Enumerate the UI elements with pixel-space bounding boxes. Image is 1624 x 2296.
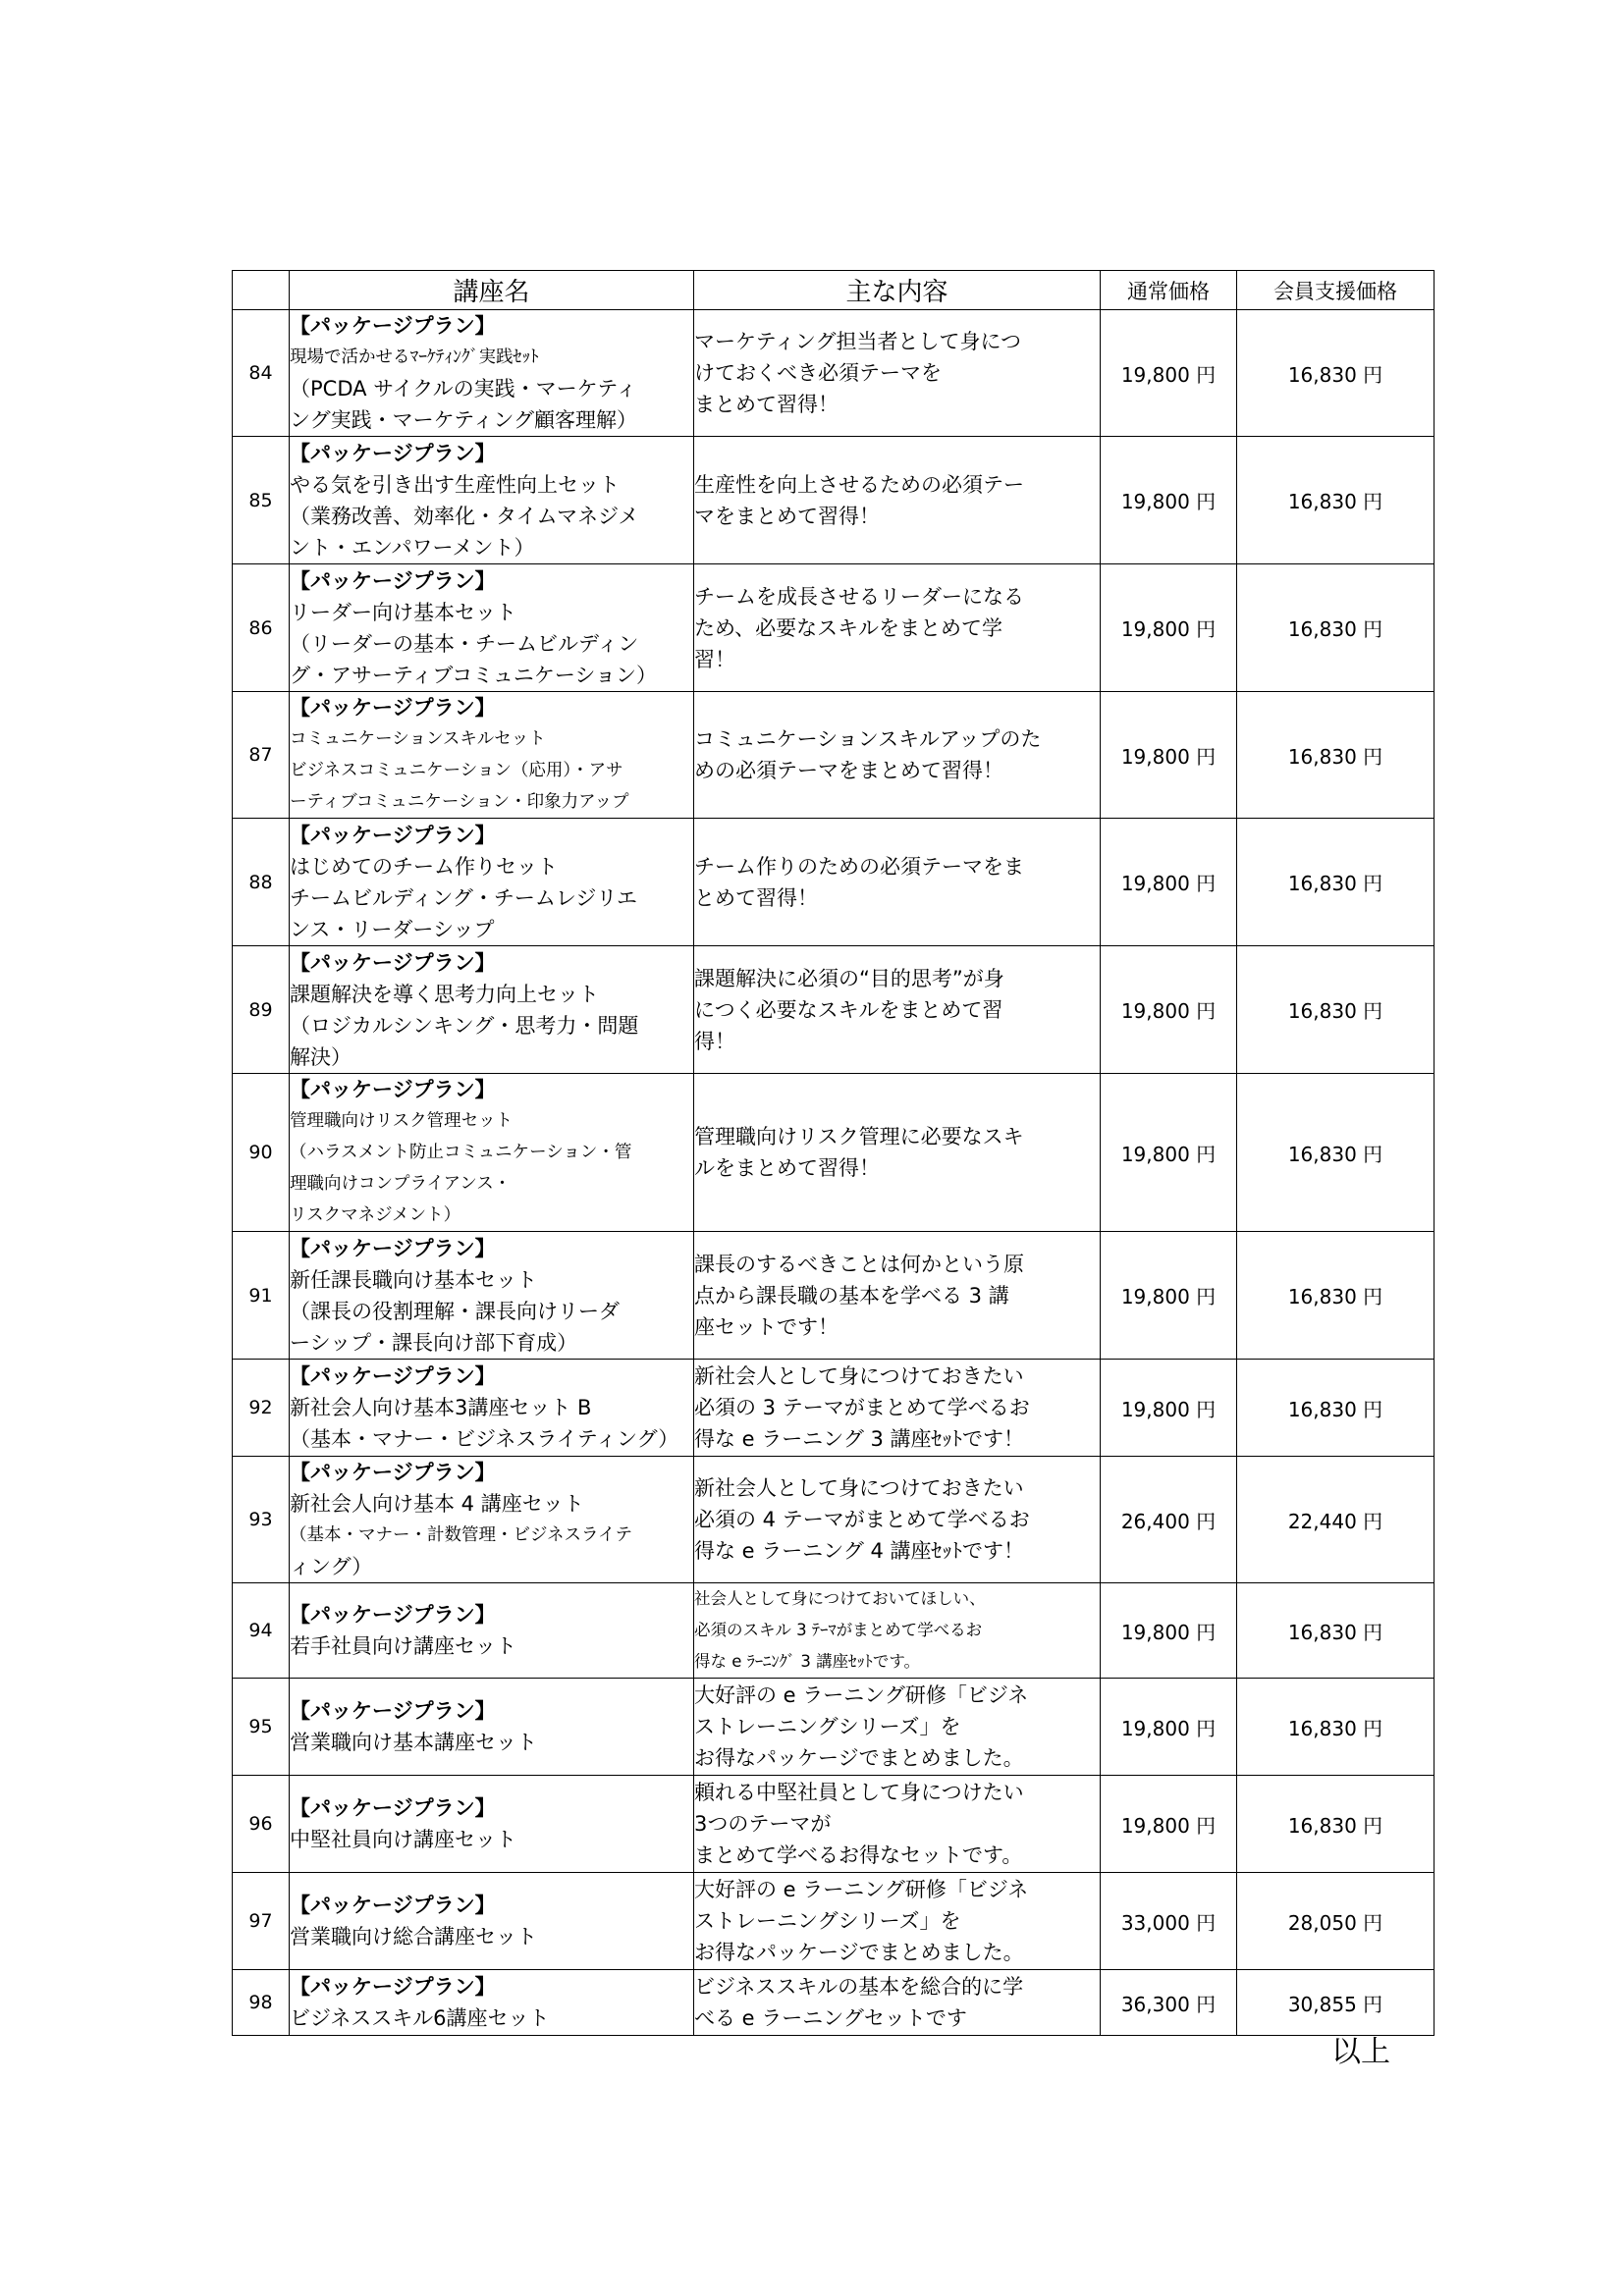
row-number: 89	[233, 946, 290, 1074]
table-row	[233, 819, 1435, 946]
course-content	[694, 564, 1101, 692]
course-content-line: 得な e ラーニング 4 講座ｾｯﾄです！	[694, 1539, 1025, 1563]
course-name-line: （リーダーの基本・チームビルディン	[290, 631, 639, 656]
member-price: 16,830 円	[1237, 692, 1435, 819]
member-price: 16,830 円	[1237, 310, 1435, 437]
course-content-line: まとめて学べるお得なセットです。	[694, 1843, 1023, 1867]
course-content-line: まとめて習得！	[694, 393, 839, 416]
course-name-line: ント・エンパワーメント）	[290, 535, 535, 560]
course-name-line: 営業職向け総合講座セット	[290, 1925, 537, 1949]
course-name	[290, 1776, 694, 1873]
course-name-line: 若手社員向け講座セット	[290, 1634, 516, 1658]
member-price: 22,440 円	[1237, 1457, 1435, 1583]
course-name-line: 【パッケージプラン】	[290, 568, 496, 593]
header-course-name: 講座名	[290, 271, 694, 310]
course-content-line: ビジネススキルの基本を総合的に学	[694, 1975, 1024, 1999]
closing-note: 以上	[1331, 2035, 1390, 2069]
course-name-line: グ・アサーティブコミュニケーション）	[290, 663, 658, 687]
course-name-line: ンス・リーダーシップ	[290, 917, 495, 941]
row-number: 95	[233, 1679, 290, 1776]
course-name	[290, 564, 694, 692]
course-name-line: 【パッケージプラン】	[290, 1975, 496, 1999]
course-name	[290, 1457, 694, 1583]
regular-price: 19,800 円	[1101, 1583, 1237, 1679]
course-content-line: ルをまとめて習得！	[694, 1156, 880, 1180]
regular-price: 19,800 円	[1101, 1776, 1237, 1873]
member-price: 16,830 円	[1237, 946, 1435, 1074]
course-name-line: ーシップ・課長向け部下育成）	[290, 1330, 578, 1355]
course-content-line: 課長のするべきことは何かという原	[694, 1252, 1024, 1276]
row-number: 90	[233, 1074, 290, 1232]
course-content	[694, 310, 1101, 437]
course-content	[694, 1457, 1101, 1583]
row-number: 87	[233, 692, 290, 819]
course-name	[290, 1583, 694, 1679]
table-row	[233, 1232, 1435, 1360]
member-price: 16,830 円	[1237, 437, 1435, 564]
course-content-line: マをまとめて習得！	[694, 504, 880, 528]
course-content	[694, 437, 1101, 564]
course-content	[694, 1776, 1101, 1873]
course-name-line: 【パッケージプラン】	[290, 1364, 496, 1388]
course-name	[290, 1679, 694, 1776]
regular-price: 19,800 円	[1101, 1074, 1237, 1232]
course-content	[694, 692, 1101, 819]
course-content-line: 社会人として身につけておいてほしい、	[694, 1589, 986, 1608]
course-name-line: ーティブコミュニケーション・印象力アップ	[290, 792, 629, 812]
course-name-line: 【パッケージプラン】	[290, 441, 496, 465]
course-content	[694, 819, 1101, 946]
header-number	[233, 271, 290, 310]
course-content	[694, 946, 1101, 1074]
course-name-line: （ロジカルシンキング・思考力・問題	[290, 1013, 639, 1038]
member-price: 16,830 円	[1237, 1360, 1435, 1457]
course-name-line: ィング）	[290, 1555, 373, 1578]
course-name-line: 新任課長職向け基本セット	[290, 1267, 537, 1292]
course-content-line: お得なパッケージでまとめました。	[694, 1941, 1024, 1964]
table-row	[233, 1457, 1435, 1583]
row-number: 84	[233, 310, 290, 437]
course-content-line: 頼れる中堅社員として身につけたい	[694, 1781, 1024, 1804]
member-price: 30,855 円	[1237, 1970, 1435, 2036]
row-number: 91	[233, 1232, 290, 1360]
member-price: 16,830 円	[1237, 819, 1435, 946]
course-name	[290, 437, 694, 564]
regular-price: 26,400 円	[1101, 1457, 1237, 1583]
course-content-line: べる e ラーニングセットです	[694, 2006, 967, 2030]
course-name-line: 【パッケージプラン】	[290, 823, 496, 847]
table-row	[233, 1679, 1435, 1776]
member-price: 16,830 円	[1237, 1074, 1435, 1232]
course-content-line: チームを成長させるリーダーになる	[694, 584, 1024, 609]
table-row	[233, 1074, 1435, 1232]
course-name-line: 営業職向け基本講座セット	[290, 1731, 537, 1754]
member-price: 16,830 円	[1237, 1776, 1435, 1873]
row-number: 94	[233, 1583, 290, 1679]
course-name	[290, 1232, 694, 1360]
member-price: 16,830 円	[1237, 1232, 1435, 1360]
course-content-line: コミュニケーションスキルアップのた	[694, 727, 1042, 751]
course-price-table	[232, 270, 1435, 2036]
course-name	[290, 692, 694, 819]
row-number: 92	[233, 1360, 290, 1457]
row-number: 88	[233, 819, 290, 946]
course-name	[290, 310, 694, 437]
course-content	[694, 1360, 1101, 1457]
course-content-line: けておくべき必須テーマを	[694, 361, 942, 385]
course-content-line: ストレーニングシリーズ」を	[694, 1715, 961, 1738]
course-content-line: 課題解決に必須の“目的思考”が身	[694, 966, 1004, 990]
course-content	[694, 1583, 1101, 1679]
course-name	[290, 1970, 694, 2036]
course-content-line: マーケティング担当者として身につ	[694, 330, 1022, 353]
course-content-line: めの必須テーマをまとめて習得！	[694, 759, 1003, 782]
regular-price: 19,800 円	[1101, 1232, 1237, 1360]
course-name-line: コミュニケーションスキルセット	[290, 729, 546, 749]
course-content-line: 生産性を向上させるための必須テー	[694, 472, 1024, 497]
course-name-line: 【パッケージプラン】	[290, 1078, 496, 1101]
row-number: 97	[233, 1873, 290, 1970]
course-content-line: 必須の 3 テーマがまとめて学べるお	[694, 1396, 1030, 1419]
table-row	[233, 1583, 1435, 1679]
course-name-line: （基本・マナー・計数管理・ビジネスライテ	[290, 1525, 632, 1545]
course-name-line: はじめてのチーム作りセット	[290, 854, 558, 879]
course-content-line: 大好評の e ラーニング研修「ビジネ	[694, 1683, 1029, 1707]
row-number: 96	[233, 1776, 290, 1873]
course-name-line: 理職向けコンプライアンス・	[290, 1174, 512, 1194]
course-content-line: 習！	[694, 647, 735, 671]
course-name-line: 中堅社員向け講座セット	[290, 1828, 516, 1851]
course-content-line: 3つのテーマが	[694, 1812, 832, 1836]
course-content-line: 新社会人として身につけておきたい	[694, 1364, 1024, 1388]
course-name	[290, 1873, 694, 1970]
course-name-line: （基本・マナー・ビジネスライティング）	[290, 1427, 679, 1451]
row-number: 85	[233, 437, 290, 564]
course-name-line: 【パッケージプラン】	[290, 314, 496, 338]
course-name-line: 管理職向けリスク管理セット	[290, 1111, 514, 1131]
course-name-line: 【パッケージプラン】	[290, 1603, 496, 1627]
table-row	[233, 437, 1435, 564]
course-name-line: 【パッケージプラン】	[290, 1461, 496, 1484]
course-name	[290, 819, 694, 946]
table-row	[233, 564, 1435, 692]
member-price: 28,050 円	[1237, 1873, 1435, 1970]
course-name-line: ビジネススキル6講座セット	[290, 2006, 550, 2030]
member-price: 16,830 円	[1237, 1583, 1435, 1679]
row-number: 98	[233, 1970, 290, 2036]
course-name-line: リーダー向け基本セット	[290, 600, 516, 624]
table-row	[233, 1873, 1435, 1970]
course-name-line: 解決）	[290, 1044, 352, 1069]
regular-price: 19,800 円	[1101, 692, 1237, 819]
regular-price: 19,800 円	[1101, 1679, 1237, 1776]
course-name-line: 現場で活かせるﾏｰｹﾃｨﾝｸﾞ実践ｾｯﾄ	[290, 347, 539, 367]
course-name-line: リスクマネジメント）	[290, 1205, 461, 1225]
course-content-line: 得な e ﾗｰﾆﾝｸﾞ 3 講座ｾｯﾄです。	[694, 1652, 921, 1671]
course-name-line: ング実践・マーケティング顧客理解）	[290, 408, 638, 432]
course-content-line: 得な e ラーニング 3 講座ｾｯﾄです！	[694, 1427, 1025, 1451]
course-content-line: ため、必要なスキルをまとめて学	[694, 615, 1002, 640]
course-name-line: （PCDA サイクルの実践・マーケティ	[290, 377, 637, 400]
table-row	[233, 1360, 1435, 1457]
course-name-line: 課題解決を導く思考力向上セット	[290, 982, 599, 1006]
header-main-content: 主な内容	[694, 271, 1101, 310]
course-name-line: チームビルディング・チームレジリエ	[290, 885, 637, 910]
course-name-line: 【パッケージプラン】	[290, 696, 496, 720]
course-content-line: 管理職向けリスク管理に必要なスキ	[694, 1125, 1024, 1148]
regular-price: 19,800 円	[1101, 310, 1237, 437]
regular-price: 19,800 円	[1101, 437, 1237, 564]
course-content-line: 大好評の e ラーニング研修「ビジネ	[694, 1878, 1029, 1901]
course-content-line: 必須のスキル 3 ﾃｰﾏがまとめて学べるお	[694, 1621, 983, 1639]
course-name	[290, 1074, 694, 1232]
regular-price: 19,800 円	[1101, 564, 1237, 692]
course-name-line: 【パッケージプラン】	[290, 1796, 496, 1820]
table-row	[233, 692, 1435, 819]
course-name-line: （課長の役割理解・課長向けリーダ	[290, 1299, 620, 1323]
member-price: 16,830 円	[1237, 1679, 1435, 1776]
regular-price: 36,300 円	[1101, 1970, 1237, 2036]
course-content-line: につく必要なスキルをまとめて習	[694, 997, 1003, 1022]
course-content-line: とめて習得！	[694, 885, 818, 910]
row-number: 93	[233, 1457, 290, 1583]
course-content	[694, 1873, 1101, 1970]
course-content	[694, 1679, 1101, 1776]
header-member-price: 会員支援価格	[1237, 271, 1435, 310]
course-name-line: 【パッケージプラン】	[290, 1236, 496, 1260]
table-row	[233, 1970, 1435, 2036]
course-content	[694, 1970, 1101, 2036]
regular-price: 19,800 円	[1101, 819, 1237, 946]
course-name-line: 【パッケージプラン】	[290, 1699, 496, 1723]
course-name-line: 【パッケージプラン】	[290, 950, 496, 975]
course-name-line: 【パッケージプラン】	[290, 1894, 496, 1917]
course-name-line: 新社会人向け基本3講座セット B	[290, 1396, 592, 1419]
course-content-line: 点から課長職の基本を学べる 3 講	[694, 1283, 1009, 1308]
regular-price: 19,800 円	[1101, 946, 1237, 1074]
regular-price: 33,000 円	[1101, 1873, 1237, 1970]
course-content-line: チーム作りのための必須テーマをま	[694, 854, 1024, 879]
course-name-line: （ハラスメント防止コミュニケーション・管	[290, 1143, 632, 1162]
table-row	[233, 946, 1435, 1074]
course-name-line: （業務改善、効率化・タイムマネジメ	[290, 504, 639, 528]
course-name-line: やる気を引き出す生産性向上セット	[290, 472, 620, 497]
row-number: 86	[233, 564, 290, 692]
table-row	[233, 310, 1435, 437]
course-content-line: 得！	[694, 1029, 735, 1053]
table-row	[233, 1776, 1435, 1873]
table-body	[233, 310, 1435, 2036]
course-content	[694, 1232, 1101, 1360]
course-name-line: 新社会人向け基本 4 講座セット	[290, 1492, 584, 1516]
course-content-line: ストレーニングシリーズ」を	[694, 1909, 961, 1933]
course-name	[290, 1360, 694, 1457]
course-content-line: お得なパッケージでまとめました。	[694, 1746, 1024, 1770]
course-content-line: 新社会人として身につけておきたい	[694, 1476, 1024, 1500]
course-content-line: 座セットです！	[694, 1314, 839, 1339]
course-name	[290, 946, 694, 1074]
course-content	[694, 1074, 1101, 1232]
course-name-line: ビジネスコミュニケーション（応用）・アサ	[290, 761, 623, 780]
course-content-line: 必須の 4 テーマがまとめて学べるお	[694, 1508, 1030, 1531]
member-price: 16,830 円	[1237, 564, 1435, 692]
header-row	[233, 271, 1435, 310]
header-regular-price: 通常価格	[1101, 271, 1237, 310]
regular-price: 19,800 円	[1101, 1360, 1237, 1457]
